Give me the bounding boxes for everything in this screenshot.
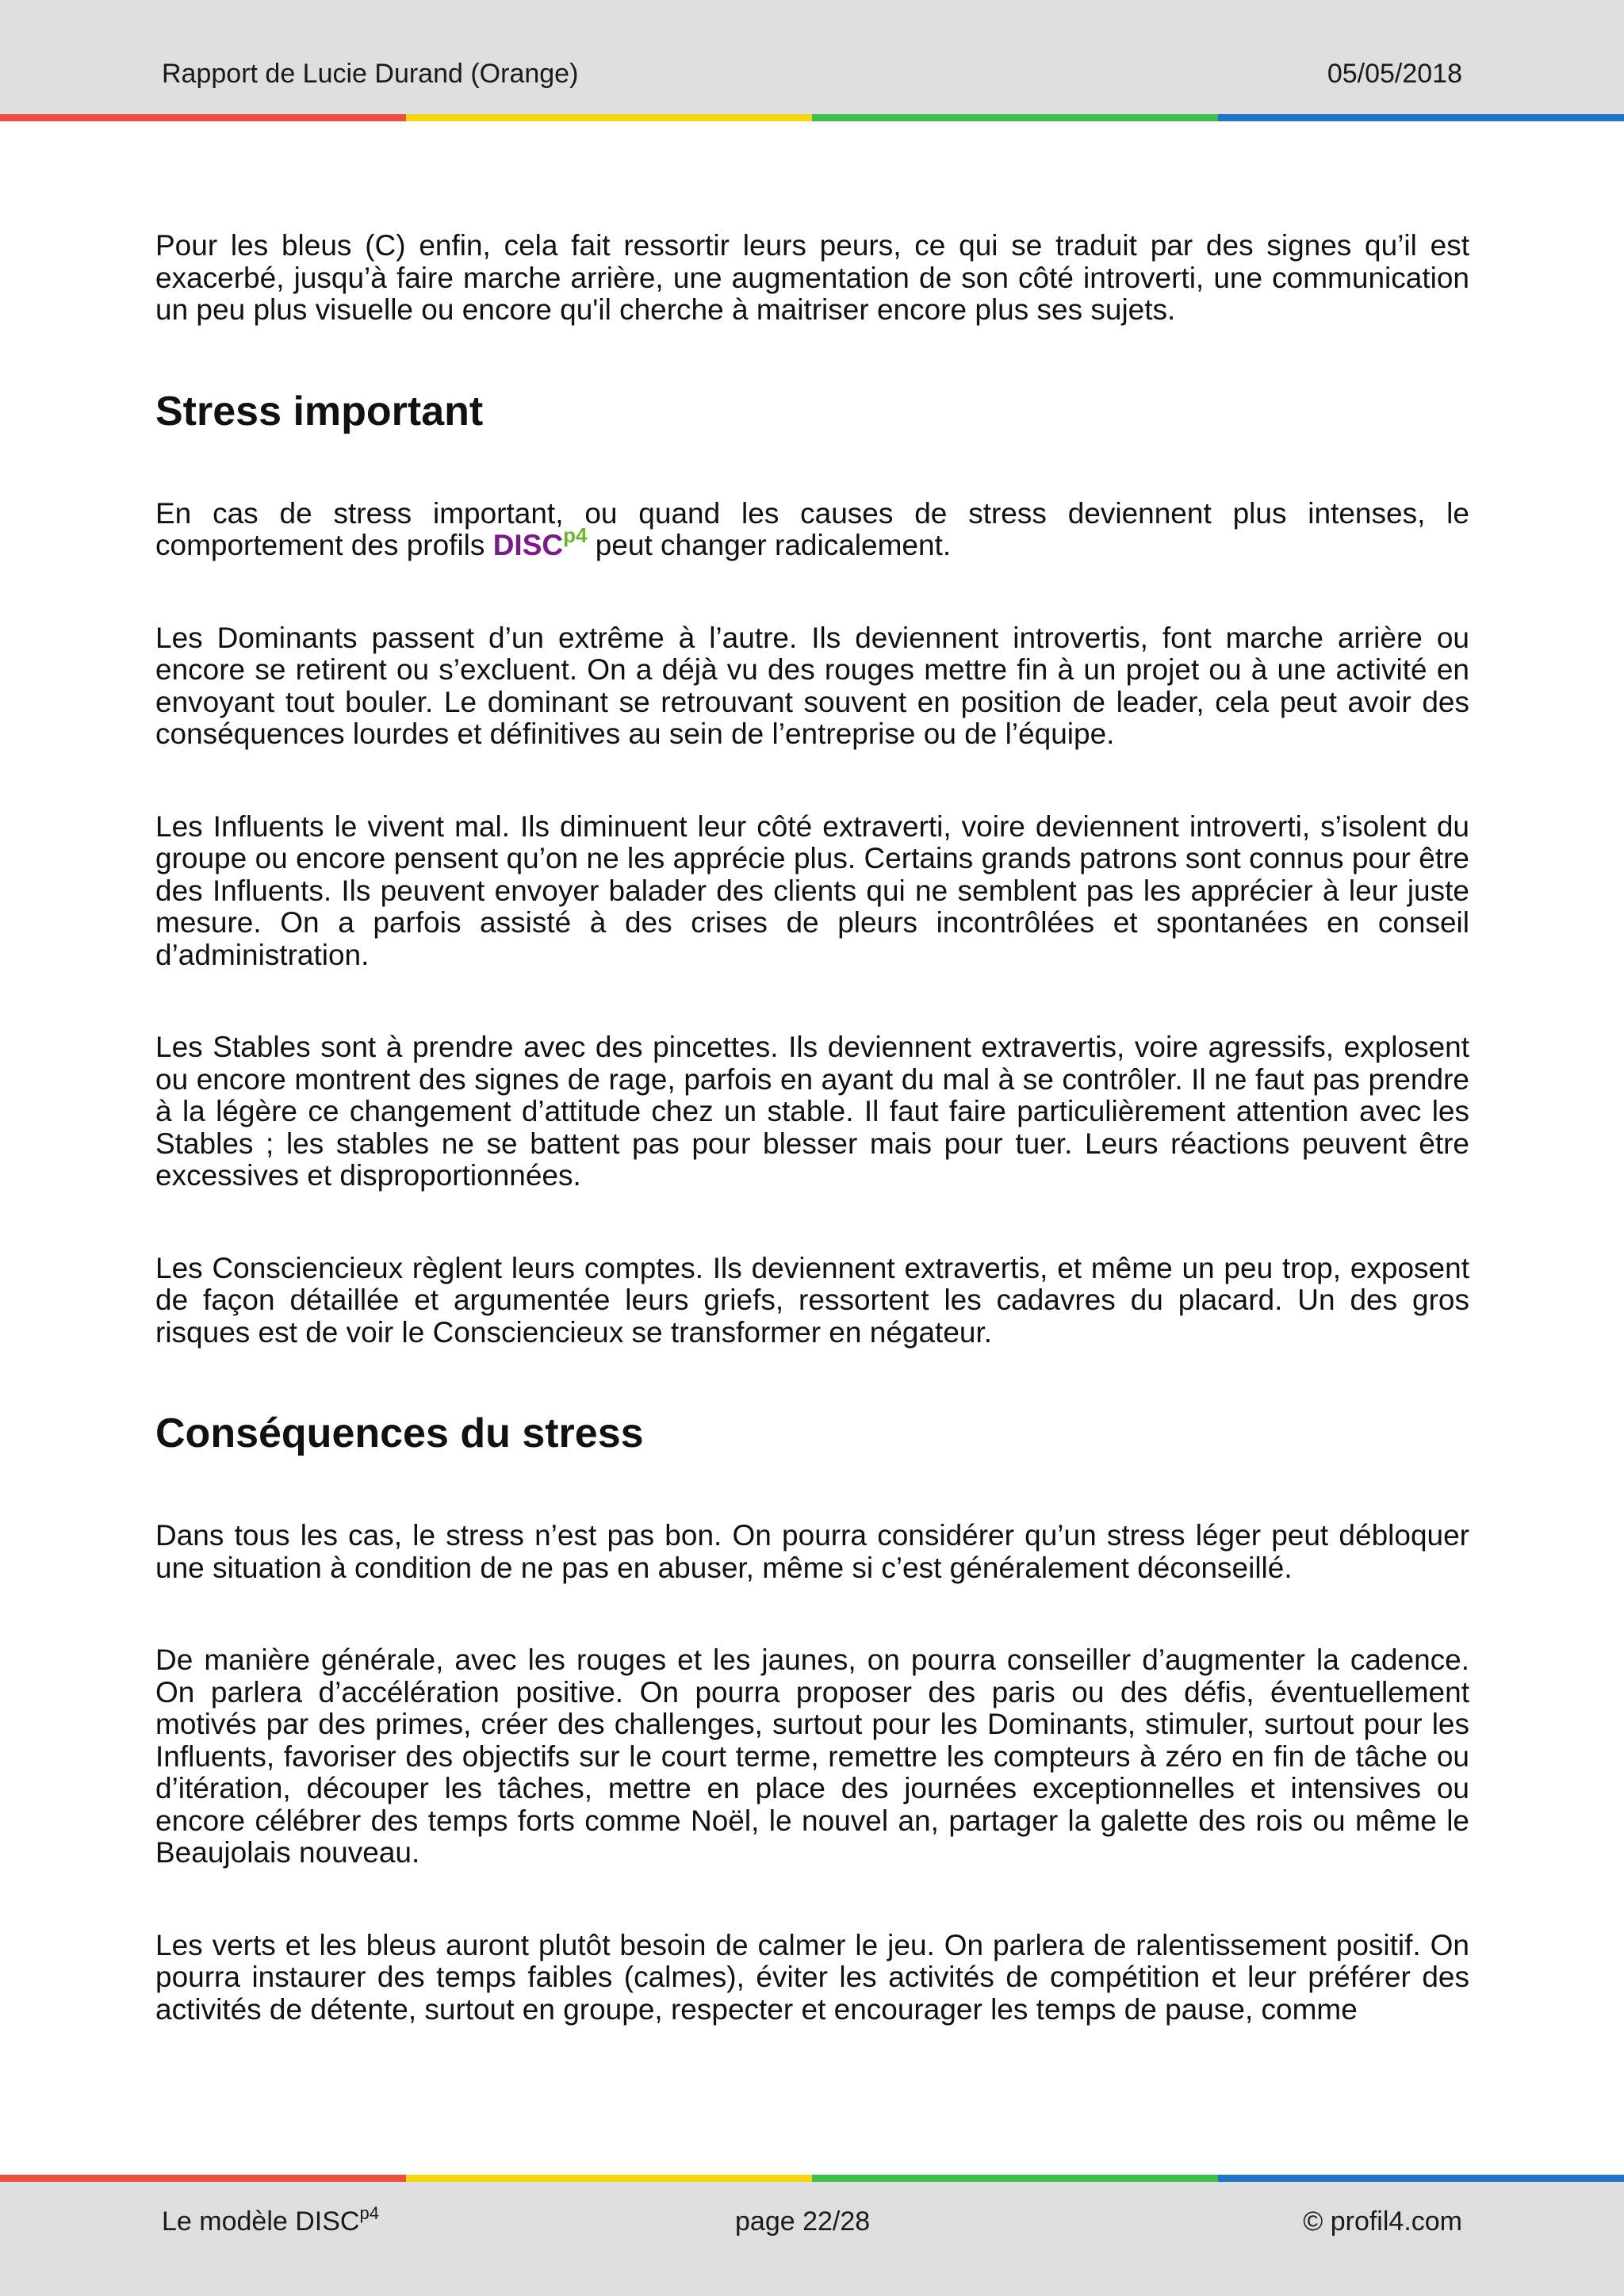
page-body <box>155 230 1469 2086</box>
stripe-red <box>0 114 406 121</box>
stripe-green <box>812 114 1218 121</box>
stripe-blue <box>1218 114 1624 121</box>
stress-text-a: En cas de stress important, ou quand les causes de stress deviennent plus intenses, le comportement des profils <box>155 496 1469 561</box>
page-number: page 22/28 <box>735 2206 871 2237</box>
disc-brand-superscript: p4 <box>563 523 588 547</box>
paragraph-influents: Les Influents le vivent mal. Ils diminuent leur côté extraverti, voire deviennent introverti, s’isolent du groupe ou encore pensent qu’on ne les apprécie plus. Certains grands patrons sont connus pour être des Influents. Ils peuvent envoyer balader des clients qui ne semblent pas les apprécier à leur juste mesure. On a parfois assisté à des crises de pleurs incontrôlées et spontanées en conseil d’administration. <box>155 809 1469 971</box>
report-title: Rapport de Lucie Durand (Orange) <box>162 59 579 89</box>
paragraph-stables: Les Stables sont à prendre avec des pincettes. Ils deviennent extravertis, voire agressifs, explosent ou encore montrent des signes de rage, parfois en ayant du mal à se contrôler. Il ne faut pas prendre à la légère ce changement d’attitude chez un stable. Il faut faire particulièrement attention avec les Stables ; les stables ne se battent pas pour blesser mais pour tuer. Leurs réactions peuvent être excessives et disproportionnées. <box>155 1031 1469 1192</box>
footer-model-superscript: p4 <box>359 2203 379 2223</box>
paragraph-verts-bleus: Les verts et les bleus auront plutôt besoin de calmer le jeu. On parlera de ralentissement positif. On pourra instaurer des temps faibles (calmes), éviter les activités de compétition et leur préférer des activités de détente, surtout en groupe, respecter et encourager les temps de pause, comme <box>155 1928 1469 2026</box>
page-header <box>0 0 1624 114</box>
stripe-red <box>0 2175 406 2182</box>
footer-model-label <box>162 2203 379 2237</box>
footer-copyright: © profil4.com <box>1303 2206 1462 2237</box>
paragraph-stress-important <box>155 498 1469 562</box>
stress-text-b: peut changer radicalement. <box>587 529 952 561</box>
paragraph-dominants: Les Dominants passent d’un extrême à l’autre. Ils deviennent introvertis, font marche arrière ou encore se retirent ou s’excluent. On a déjà vu des rouges mettre fin à un projet ou à une activité en envoyant tout bouler. Le dominant se retrouvant souvent en position de leader, cela peut avoir des conséquences lourdes et définitives au sein de l’entreprise ou de l’équipe. <box>155 621 1469 750</box>
stripe-yellow <box>406 2175 812 2182</box>
heading-stress-important: Stress important <box>155 388 484 434</box>
stripe-yellow <box>406 114 812 121</box>
paragraph-tous-les-cas: Dans tous les cas, le stress n’est pas bon. On pourra considérer qu’un stress léger peut débloquer une situation à condition de ne pas en abuser, même si c’est généralement déconseillé. <box>155 1519 1469 1584</box>
footer-color-stripe <box>0 2175 1624 2182</box>
report-date: 05/05/2018 <box>1327 59 1462 89</box>
stripe-blue <box>1218 2175 1624 2182</box>
header-color-stripe <box>0 114 1624 121</box>
heading-consequences-du-stress: Conséquences du stress <box>155 1410 644 1456</box>
page-footer <box>0 2182 1624 2296</box>
paragraph-consciencieux: Les Consciencieux règlent leurs comptes. Ils deviennent extravertis, et même un peu trop, exposent de façon détaillée et argumentée leurs griefs, ressortent les cadavres du placard. Un des gros risques est de voir le Consciencieux se transformer en négateur. <box>155 1251 1469 1349</box>
footer-model-text: Le modèle DISC <box>162 2206 360 2237</box>
paragraph-rouges-jaunes: De manière générale, avec les rouges et les jaunes, on pourra conseiller d’augmenter la cadence. On parlera d’accélération positive. On pourra proposer des paris ou des défis, éventuellement motivés par des primes, créer des challenges, surtout pour les Dominants, stimuler, surtout pour les Influents, favoriser des objectifs sur le court terme, remettre les compteurs à zéro en fin de tâche ou d’itération, découper les tâches, mettre en place des journées exceptionnelles et intensives ou encore célébrer des temps forts comme Noël, le nouvel an, partager la galette des rois ou même le Beaujolais nouveau. <box>155 1644 1469 1869</box>
stripe-green <box>812 2175 1218 2182</box>
disc-brand: DISC <box>492 529 564 561</box>
paragraph-intro-bleus: Pour les bleus (C) enfin, cela fait ressortir leurs peurs, ce qui se traduit par des signes qu’il est exacerbé, jusqu’à faire marche arrière, une augmentation de son côté introverti, une communication un peu plus visuelle ou encore qu'il cherche à maitriser encore plus ses sujets. <box>155 229 1469 326</box>
